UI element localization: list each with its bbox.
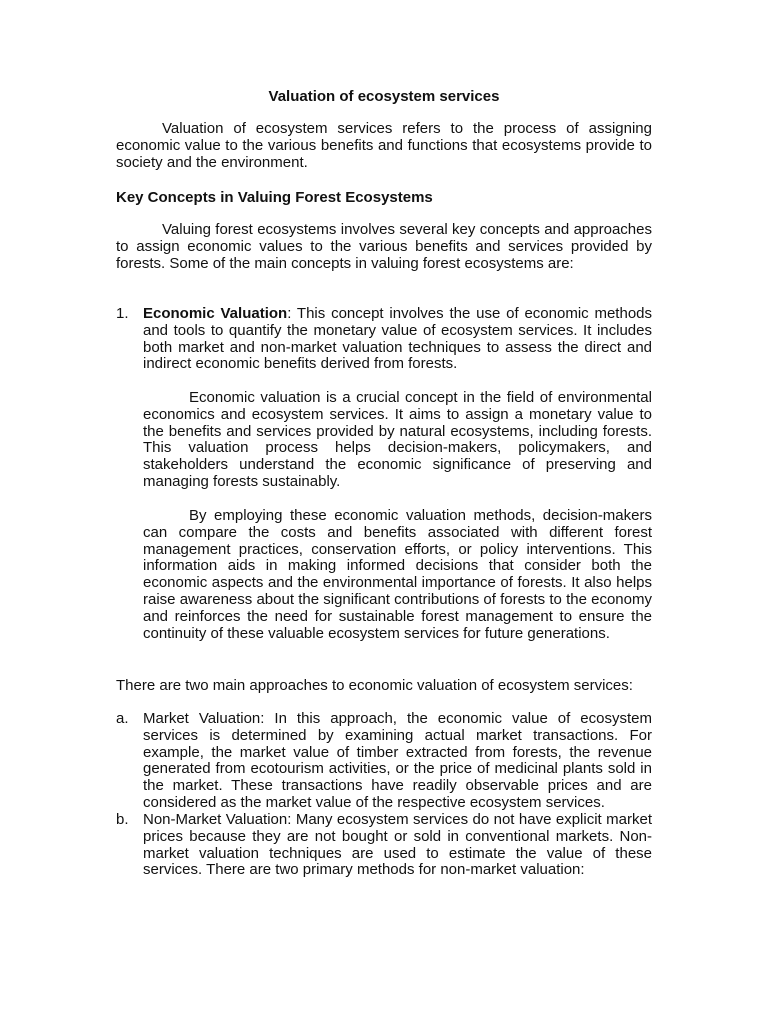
list-marker-1: 1.: [116, 305, 129, 322]
economic-valuation-text: : This concept involves the use of economic methods and tools to quantify the monetary value of ecosystem services. It includes both market and non-market valuation techniques to assess the direct and indirect economic benefits derived from forests.: [143, 305, 653, 373]
approaches-intro: There are two main approaches to economic valuation of ecosystem services:: [116, 677, 633, 694]
section-intro-paragraph: Valuing forest ecosystems involves several key concepts and approaches to assign economic values to the various benefits and services provided by forests. Some of the main concepts in valuing forest ecosystems are:: [116, 221, 652, 272]
list-item-economic-valuation: [143, 306, 652, 373]
list-marker-a: a.: [116, 710, 129, 727]
economic-valuation-paragraph-3: By employing these economic valuation methods, decision-makers can compare the costs and benefits associated with different forest management practices, conservation efforts, or policy interventions. This information aids in making informed decisions that consider both the economic aspects and the environmental importance of forests. It also helps raise awareness about the significant contributions of forests to the economy and reinforces the need for sustainable forest management to ensure the continuity of these valuable ecosystem services for future generations.: [143, 507, 652, 642]
intro-paragraph: Valuation of ecosystem services refers to the process of assigning economic value to the various benefits and functions that ecosystems provide to society and the environment.: [116, 120, 652, 171]
document-title: Valuation of ecosystem services: [268, 88, 500, 105]
list-item-market-valuation: Market Valuation: In this approach, the economic value of ecosystem services is determined by examining actual market transactions. For example, the market value of timber extracted from forests, the revenue generated from ecotourism activities, or the price of medicinal plants sold in the market. These transactions have readily observable prices and are considered as the market value of the respective ecosystem services.: [143, 710, 652, 811]
list-item-non-market-valuation: Non-Market Valuation: Many ecosystem services do not have explicit market prices because they are not bought or sold in conventional markets. Non-market valuation techniques are used to estimate the value of these services. There are two primary methods for non-market valuation:: [143, 811, 652, 879]
economic-valuation-paragraph-2: Economic valuation is a crucial concept in the field of environmental economics and ecosystem services. It aims to assign a monetary value to the benefits and services provided by natural ecosystems, including forests. This valuation process helps decision-makers, policymakers, and stakeholders understand the economic significance of preserving and managing forests sustainably.: [143, 389, 652, 490]
economic-valuation-term: Economic Valuation: [143, 305, 288, 322]
list-marker-b: b.: [116, 811, 129, 828]
section-heading: Key Concepts in Valuing Forest Ecosystems: [116, 189, 433, 206]
